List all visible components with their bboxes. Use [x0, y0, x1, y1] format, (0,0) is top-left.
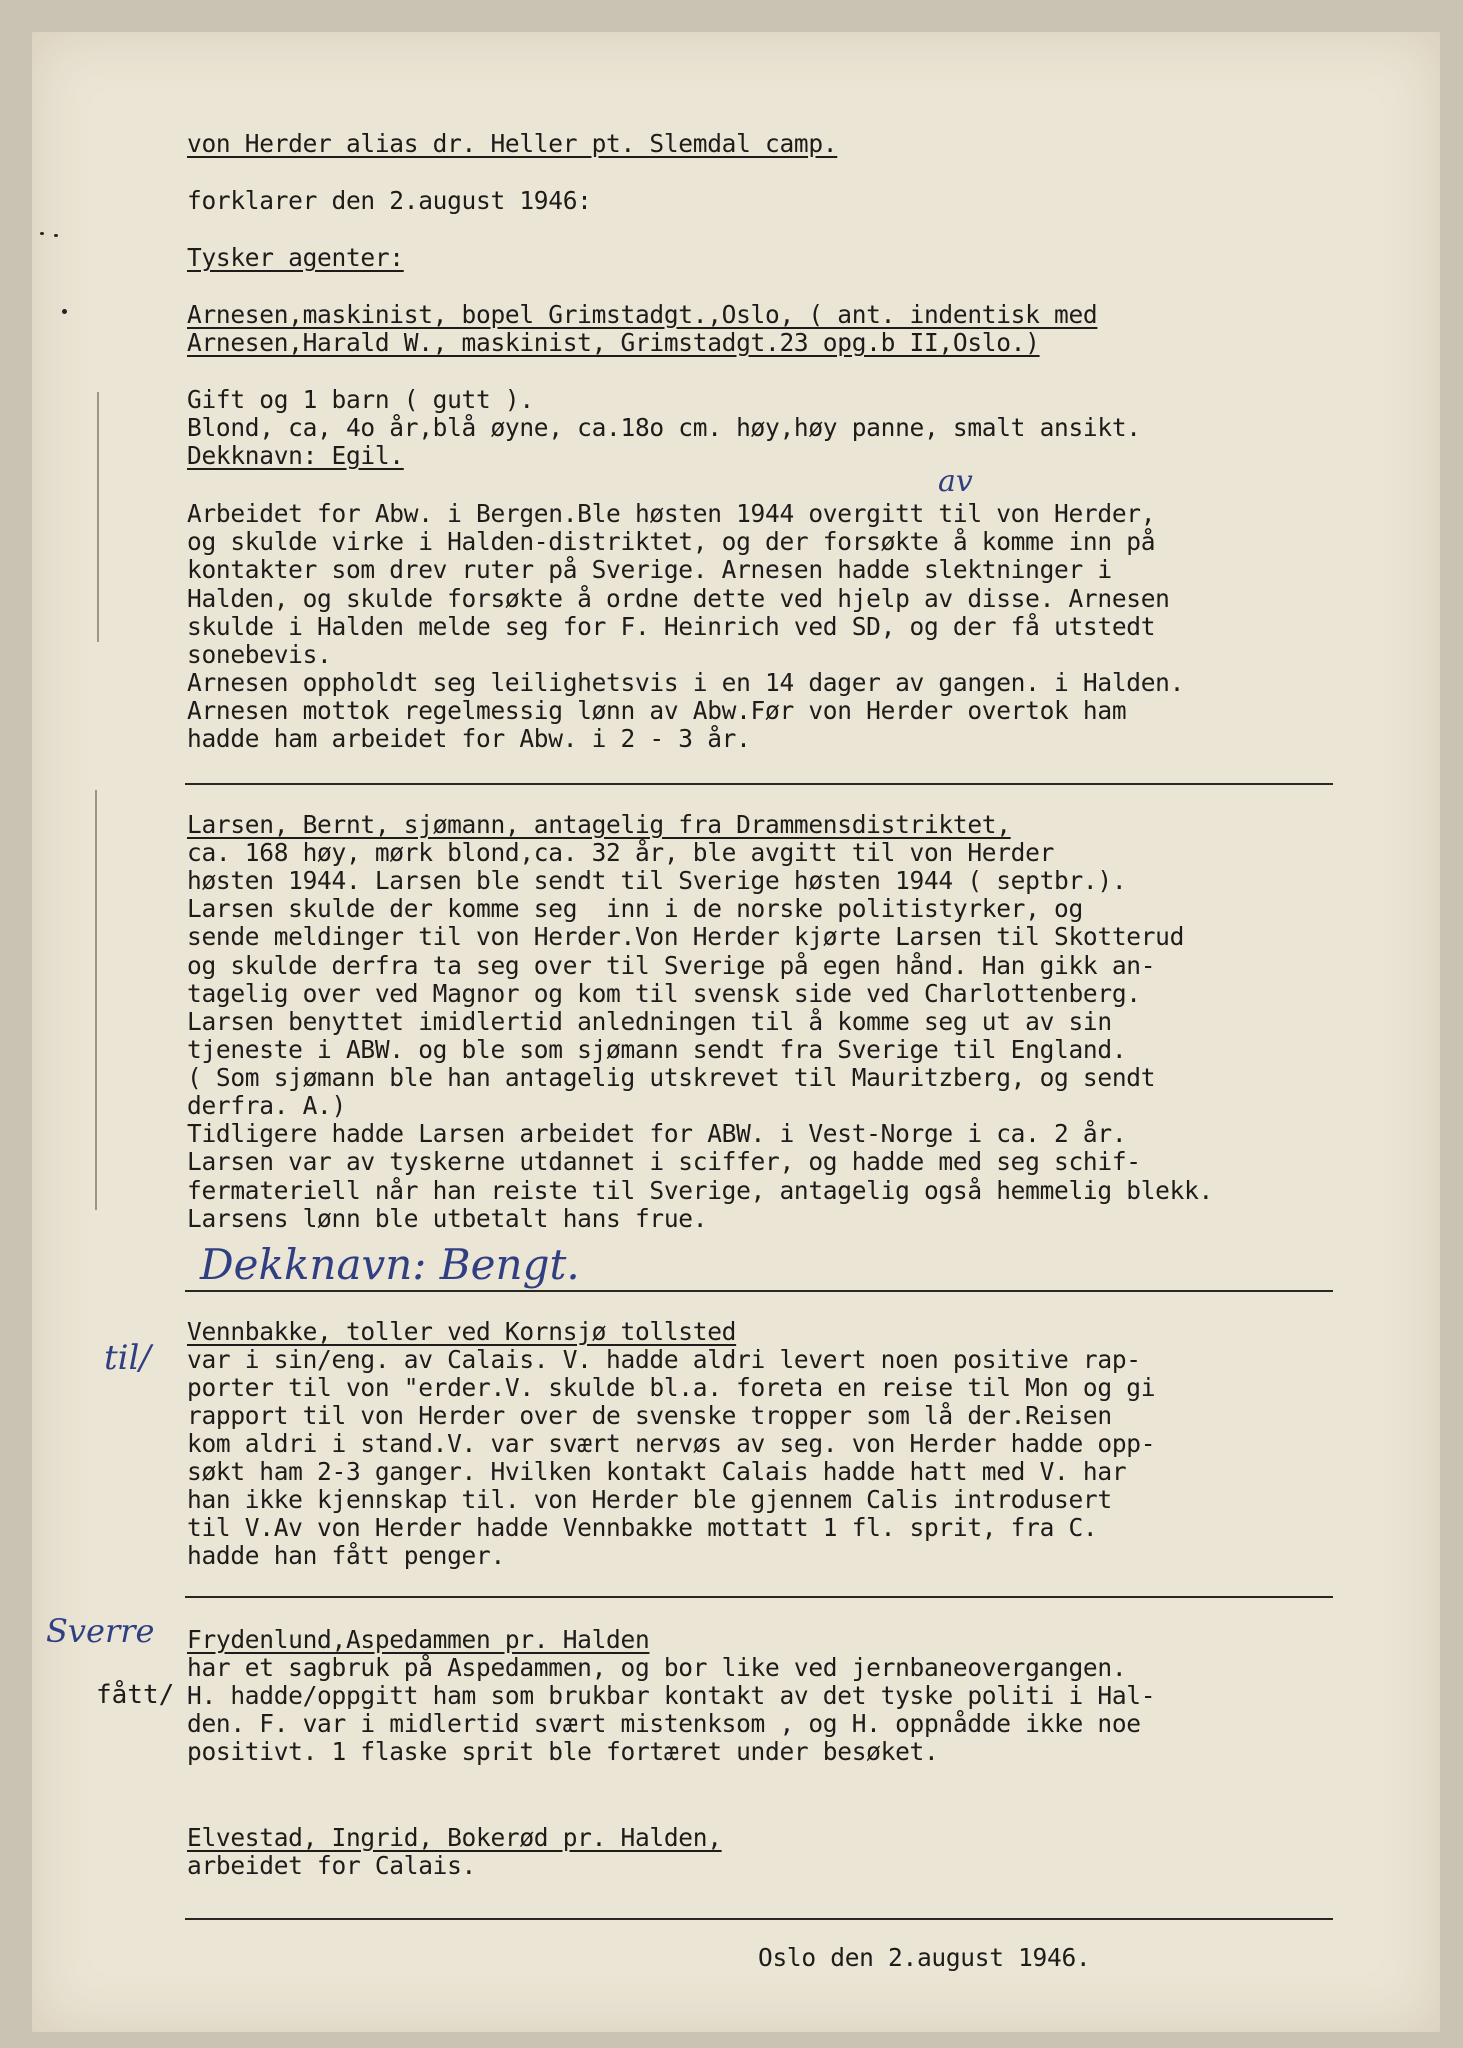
entry-line: Larsen, Bernt, sjømann, antagelig fra Drammensdistriktet, — [187, 810, 1011, 839]
place-date-signature-line: Oslo den 2.august 1946. — [758, 1943, 1091, 1972]
entry-line: Frydenlund,Aspedammen pr. Halden — [187, 1625, 650, 1654]
section-divider — [185, 1596, 1333, 1598]
entry-line: Elvestad, Ingrid, Bokerød pr. Halden, — [187, 1823, 722, 1852]
entry-line: Arnesen oppholdt seg leilighetsvis i en 14 dager av gangen. i Halden. — [187, 668, 1185, 697]
entry-line: Arnesen,maskinist, bopel Grimstadgt.,Oslo, ( ant. indentisk med — [187, 300, 1098, 329]
entry-line: Larsen benyttet imidlertid anledningen til å komme seg ut av sin — [187, 1007, 1112, 1036]
document-subject: von Herder alias dr. Heller pt. Slemdal camp. — [187, 129, 838, 158]
entry-line: den. F. var i midlertid svært mistenksom , og H. oppnådde ikke noe — [187, 1709, 1141, 1738]
entry-line: og skulde virke i Halden-distriktet, og der forsøkte å komme inn på — [187, 527, 1156, 556]
entry-line: Larsen var av tyskerne utdannet i sciffer, og hadde med seg schif- — [187, 1147, 1141, 1176]
entry-line: rapport til von Herder over de svenske tropper som lå der.Reisen — [187, 1401, 1112, 1430]
entry-line: positivt. 1 flaske sprit ble fortæret under besøket. — [187, 1737, 939, 1766]
entry-line: Arnesen mottok regelmessig lønn av Abw.Før von Herder overtok ham — [187, 696, 1127, 725]
entry-line: fermateriell når han reiste til Sverige, antagelig også hemmelig blekk. — [187, 1176, 1213, 1205]
entry-line: H. hadde/oppgitt ham som brukbar kontakt av det tyske politi i Hal- — [187, 1681, 1156, 1710]
entry-line: Arnesen,Harald W., maskinist, Grimstadgt.23 opg.b II,Oslo.) — [187, 328, 1040, 357]
entry-line: sende meldinger til von Herder.Von Herder kjørte Larsen til Skotterud — [187, 922, 1185, 951]
entry-line: sonebevis. — [187, 640, 332, 669]
entry-line: ( Som sjømann ble han antagelig utskrevet til Mauritzberg, og sendt — [187, 1063, 1156, 1092]
handwritten-margin-fatt: fått/ — [96, 1680, 175, 1710]
margin-pencil-line — [97, 392, 99, 642]
entry-line: tjeneste i ABW. og ble som sjømann sendt fra Sverige til England. — [187, 1035, 1127, 1064]
entry-line: søkt ham 2-3 ganger. Hvilken kontakt Calais hadde hatt med V. har — [187, 1457, 1127, 1486]
entry-line: var i sin/eng. av Calais. V. hadde aldri levert noen positive rap- — [187, 1345, 1141, 1374]
entry-line: derfra. A.) — [187, 1091, 346, 1120]
entry-line: Vennbakke, toller ved Kornsjø tollsted — [187, 1317, 737, 1346]
entry-line: hadde han fått penger. — [187, 1541, 505, 1570]
entry-line: har et sagbruk på Aspedammen, og bor like ved jernbaneovergangen. — [187, 1653, 1127, 1682]
stray-mark — [40, 232, 44, 235]
entry-line: kontakter som drev ruter på Sverige. Arnesen hadde slektninger i — [187, 555, 1112, 584]
statement-line: forklarer den 2.august 1946: — [187, 186, 592, 215]
section-divider — [185, 783, 1333, 785]
entry-line: Tidligere hadde Larsen arbeidet for ABW. i Vest-Norge i ca. 2 år. — [187, 1119, 1127, 1148]
stray-mark — [54, 234, 58, 237]
entry-line: Halden, og skulde forsøkte å ordne dette ved hjelp av disse. Arnesen — [187, 584, 1170, 613]
entry-line — [187, 811, 1011, 840]
entry-line: og skulde derfra ta seg over til Sverige på egen hånd. Han gikk an- — [187, 951, 1156, 980]
entry-line: Arbeidet for Abw. i Bergen.Ble høsten 1944 overgitt til von Herder, — [187, 499, 1156, 528]
entry-line: porter til von "erder.V. skulde bl.a. foreta en reise til Mon og gi — [187, 1373, 1156, 1402]
entry-line: Larsen skulde der komme seg inn i de norske politistyrker, og — [187, 894, 1083, 923]
handwritten-correction-av: av — [938, 464, 973, 499]
handwritten-margin-sverre: Sverre — [46, 1612, 155, 1650]
stray-mark — [62, 309, 67, 314]
margin-pencil-line — [95, 790, 97, 1210]
handwritten-margin-til: til/ — [104, 1338, 151, 1378]
entry-line: Blond, ca, 4o år,blå øyne, ca.18o cm. høy,høy panne, smalt ansikt. — [187, 413, 1141, 442]
entry-line: Larsens lønn ble utbetalt hans frue. — [187, 1204, 708, 1233]
entry-line: kom aldri i stand.V. var svært nervøs av seg. von Herder hadde opp- — [187, 1429, 1156, 1458]
section-divider — [185, 1290, 1333, 1292]
section-divider — [185, 1918, 1333, 1920]
entry-line: til V.Av von Herder hadde Vennbakke mottatt 1 fl. sprit, fra C. — [187, 1513, 1098, 1542]
entry-line: ca. 168 høy, mørk blond,ca. 32 år, ble avgitt til von Herder — [187, 838, 1055, 867]
entry-line: hadde ham arbeidet for Abw. i 2 - 3 år. — [187, 724, 751, 753]
handwritten-cover-name-bengt: Dekknavn: Bengt. — [200, 1240, 580, 1289]
entry-line: høsten 1944. Larsen ble sendt til Sverige høsten 1944 ( septbr.). — [187, 866, 1127, 895]
entry-line: arbeidet for Calais. — [187, 1851, 477, 1880]
entry-line: tagelig over ved Magnor og kom til svensk side ved Charlottenberg. — [187, 979, 1141, 1008]
entry-line: Gift og 1 barn ( gutt ). — [187, 385, 534, 414]
entry-line: han ikke kjennskap til. von Herder ble gjennem Calis introdusert — [187, 1485, 1112, 1514]
cover-name-line: Dekknavn: Egil. — [187, 441, 404, 470]
entry-line: skulde i Halden melde seg for F. Heinrich ved SD, og der få utstedt — [187, 612, 1156, 641]
section-title: Tysker agenter: — [187, 243, 404, 272]
